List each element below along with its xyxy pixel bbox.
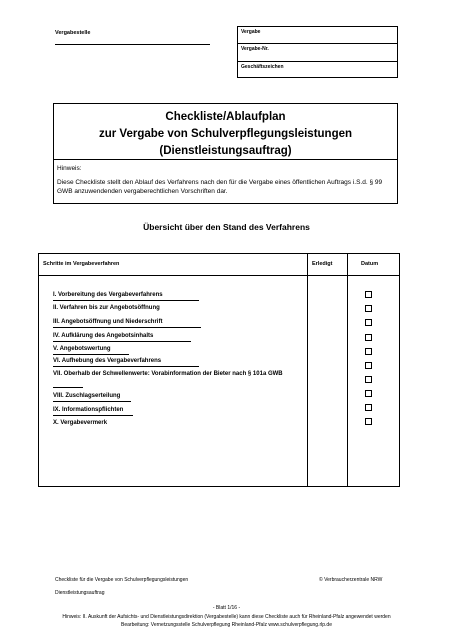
column-divider (347, 254, 348, 486)
checkbox-step-8[interactable] (365, 390, 372, 397)
footer-right: © Verbraucherzentrale NRW (319, 577, 383, 583)
vergabe-label: Vergabe (241, 29, 261, 35)
step-underline (53, 415, 133, 416)
hint-text: Diese Checkliste stellt den Ablauf des Verfahrens nach den für die Vergabe eines öffentlichen Auftrags i.S.d. § 99 GWB anzuwendenden vergaberechtlichen Vorschriften dar. (57, 179, 383, 195)
col-header-steps: Schritte im Vergabeverfahren (43, 261, 120, 267)
reference-box (237, 26, 398, 78)
col-header-date: Datum (361, 261, 379, 267)
checkbox-step-6[interactable] (365, 362, 372, 369)
vergabe-row (238, 27, 397, 44)
footer-left-2: Dienstleistungsauftrag (55, 590, 105, 596)
step-3[interactable]: III. Angebotsöffnung und Niederschrift (53, 319, 163, 325)
table-header (39, 254, 399, 276)
checkbox-step-5[interactable] (365, 348, 372, 355)
step-underline (53, 327, 201, 328)
step-underline (53, 401, 131, 402)
step-underline (53, 300, 199, 301)
step-underline (53, 387, 83, 388)
vergabe-nr-row (238, 44, 397, 62)
checkbox-step-10[interactable] (365, 418, 372, 425)
page-number: - Blatt 1/16 - (212, 605, 241, 611)
footer-note: Hinweis: II. Auskunft der Aufsichts- und Dienstleistungsdirektion (Vergabestelle) kann diese Checkliste auch für Rheinland-Pfalz angewendet werden (62, 614, 391, 620)
overview-heading: Übersicht über den Stand des Verfahrens (143, 222, 310, 232)
vergabe-nr-label: Vergabe-Nr. (241, 46, 269, 52)
checkbox-step-9[interactable] (365, 404, 372, 411)
col-header-done: Erledigt (312, 261, 333, 267)
geschaeftszeichen-label: Geschäftszeichen (241, 64, 284, 70)
hint-box (53, 160, 398, 204)
step-10[interactable]: X. Vergabevermerk (53, 420, 108, 426)
checkbox-step-2[interactable] (365, 305, 372, 312)
checkbox-step-7[interactable] (365, 376, 372, 383)
checkbox-step-4[interactable] (365, 334, 372, 341)
hint-label: Hinweis: (57, 165, 82, 172)
title-line-2: zur Vergabe von Schulverpflegungsleistungen (98, 128, 353, 140)
step-1[interactable]: I. Vorbereitung des Vergabeverfahrens (53, 292, 163, 298)
step-6[interactable]: VI. Aufhebung des Vergabeverfahrens (53, 358, 162, 364)
step-underline (53, 354, 129, 355)
step-underline (53, 341, 191, 342)
step-4[interactable]: IV. Aufklärung des Angebotsinhalts (53, 333, 154, 339)
footer-edit: Bearbeitung: Vernetzungsstelle Schulverpflegung Rheinland-Pfalz www.schulverpflegung.rlp.de (121, 622, 332, 628)
vergabestelle-line (55, 44, 210, 45)
checkbox-step-1[interactable] (365, 291, 372, 298)
step-5[interactable]: V. Angebotswertung (53, 346, 111, 352)
vergabestelle-label: Vergabestelle (55, 30, 91, 36)
step-8[interactable]: VIII. Zuschlagserteilung (53, 393, 121, 399)
geschaeftszeichen-row (238, 62, 397, 79)
step-2[interactable]: II. Verfahren bis zur Angebotsöffnung (53, 305, 160, 311)
step-7[interactable]: VII. Oberhalb der Schwellenwerte: Vorabinformation der Bieter nach § 101a GWB (53, 371, 283, 377)
title-line-3: (Dienstleistungsauftrag) (159, 145, 292, 157)
title-line-1: Checkliste/Ablaufplan (165, 111, 286, 123)
step-9[interactable]: IX. Informationspflichten (53, 407, 124, 413)
steps-table (38, 253, 400, 487)
footer-left: Checkliste für die Vergabe von Schulverpflegungsleistungen (55, 577, 189, 583)
step-underline (53, 366, 199, 367)
checkbox-step-3[interactable] (365, 319, 372, 326)
title-box (53, 103, 398, 160)
